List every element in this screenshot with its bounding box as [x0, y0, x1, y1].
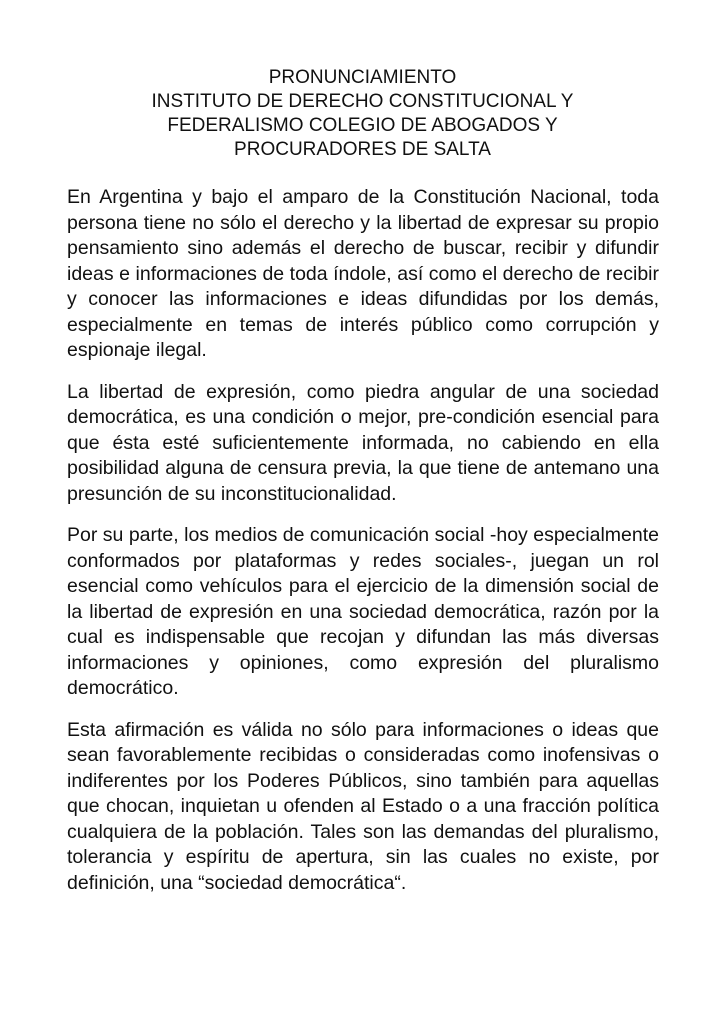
- document-body: [67, 185, 659, 912]
- heading-line-federalism: FEDERALISMO COLEGIO DE ABOGADOS Y: [167, 115, 558, 136]
- heading-line-procuradores: PROCURADORES DE SALTA: [234, 139, 491, 160]
- heading-line-institute: INSTITUTO DE DERECHO CONSTITUCIONAL Y: [151, 91, 574, 112]
- paragraph-3: Por su parte, los medios de comunicación social -hoy especialmente conformados por plataformas y redes sociales-, juegan un rol esencial como vehículos para el ejercicio de la dimensión social de la libertad de expresión en una sociedad democrática, razón por la cual es indispensable que recojan y difundan las más diversas informaciones y opiniones, como expresión del pluralismo democrático.: [67, 524, 659, 699]
- heading-line-title: PRONUNCIAMIENTO: [268, 67, 457, 88]
- paragraph-2: La libertad de expresión, como piedra angular de una sociedad democrática, es una condición o mejor, pre-condición esencial para que ésta esté suficientemente informada, no cabiendo en ella posibilidad alguna de censura previa, la que tiene de antemano una presunción de su inconstitucionalidad.: [67, 380, 659, 505]
- document-heading: [60, 66, 665, 162]
- paragraph-4: Esta afirmación es válida no sólo para informaciones o ideas que sean favorablemente recibidas o consideradas como inofensivas o indiferentes por los Poderes Públicos, sino también para aquellas que chocan, inquietan u ofenden al Estado o a una fracción política cualquiera de la población. Tales son las demandas del pluralismo, tolerancia y espíritu de apertura, sin las cuales no existe, por definición, una “sociedad democrática“.: [67, 718, 659, 894]
- paragraph-1: En Argentina y bajo el amparo de la Constitución Nacional, toda persona tiene no sólo el derecho y la libertad de expresar su propio pensamiento sino además el derecho de buscar, recibir y difundir ideas e informaciones de toda índole, así como el derecho de recibir y conocer las informaciones e ideas difundidas por los demás, especialmente en temas de interés público como corrupción y espionaje ilegal.: [67, 186, 659, 361]
